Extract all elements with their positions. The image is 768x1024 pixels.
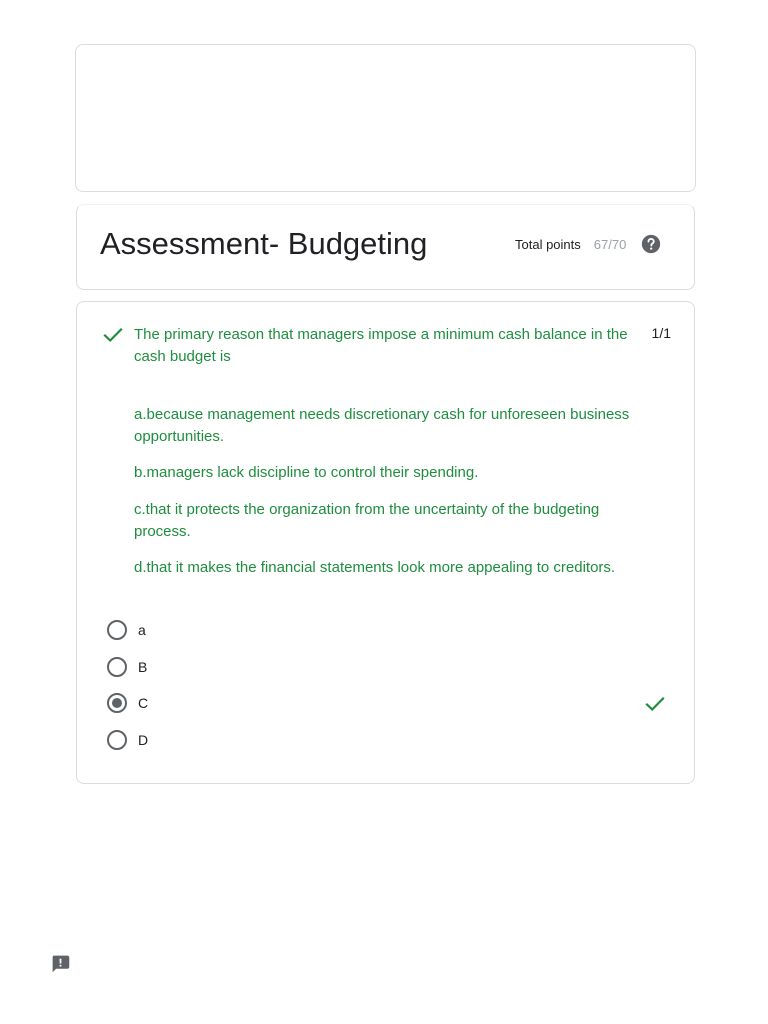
total-points	[515, 233, 662, 255]
choice-label: D	[138, 731, 149, 748]
description-option-d: d.that it makes the financial statements look more appealing to creditors.	[134, 559, 616, 576]
total-points-label: Total points	[515, 236, 581, 252]
description-option-c: c.that it protects the organization from the uncertainty of the budgeting process.	[134, 501, 600, 540]
choice-c[interactable]	[107, 685, 667, 721]
radio-button[interactable]	[107, 730, 127, 750]
form-header-card	[76, 204, 695, 290]
question-score: 1/1	[651, 325, 671, 341]
radio-button-selected[interactable]	[107, 693, 127, 713]
choice-label: C	[138, 695, 149, 711]
check-icon	[645, 696, 665, 712]
description-option-a: a.because management needs discretionary cash for unforeseen business opportunities.	[134, 406, 630, 445]
choice-a[interactable]	[107, 612, 667, 648]
radio-button[interactable]	[107, 620, 127, 640]
question-text: The primary reason that managers impose a minimum cash balance in the cash budget is	[134, 326, 628, 365]
radio-button[interactable]	[107, 657, 127, 677]
help-circle-icon[interactable]	[640, 233, 662, 255]
total-points-value: 67/70	[593, 236, 627, 252]
answer-choices	[107, 612, 667, 758]
description-option-b: b.managers lack discipline to control their spending.	[134, 464, 479, 481]
form-title: Assessment- Budgeting	[100, 226, 428, 261]
question-card	[76, 301, 695, 784]
header-banner	[75, 44, 696, 192]
choice-label: B	[138, 658, 148, 675]
choice-b[interactable]	[107, 649, 667, 685]
question-description	[134, 404, 659, 593]
choice-label: a	[138, 622, 146, 638]
feedback-icon[interactable]	[50, 953, 71, 974]
check-icon	[103, 327, 123, 343]
choice-d[interactable]	[107, 722, 667, 758]
